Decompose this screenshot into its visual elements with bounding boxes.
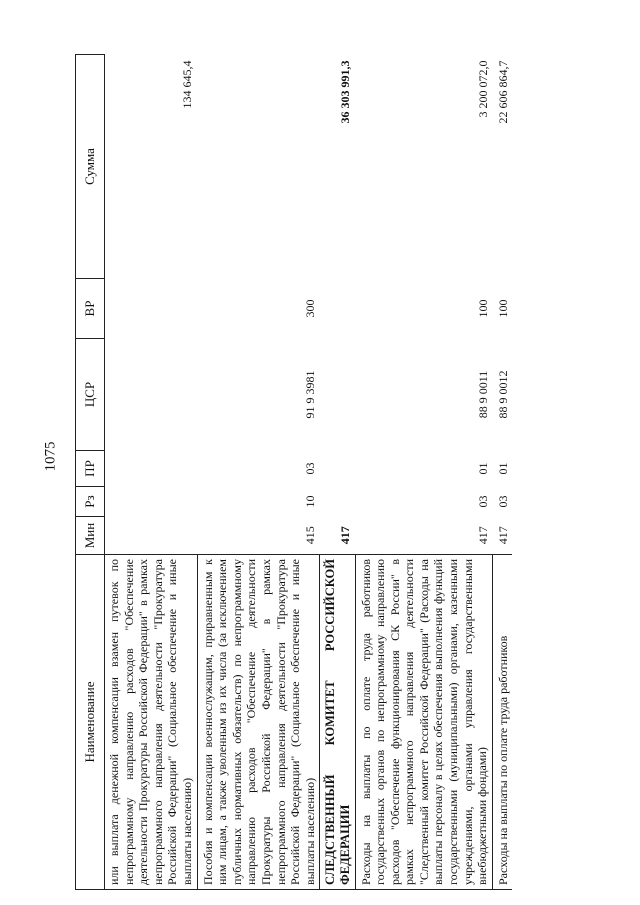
row-vr: 300 <box>303 299 318 318</box>
row-vr <box>105 279 198 339</box>
row-name: или выплата денежной компенсации взамен путевок по непрограммному направлению расходов "Обеспечение деятельности Прокуратуры Российской Федерации" в рамках непрограммного направления деятельности "Прокуратура Российской Федерации" (Социальное обеспечение и иные выплаты населению) <box>105 555 198 890</box>
row-csr: 88 9 0012 <box>495 370 510 419</box>
row-csr <box>320 339 355 451</box>
table-row <box>492 55 512 890</box>
row-min: 415 <box>303 526 318 545</box>
row-pr: 01 <box>475 462 490 475</box>
row-min: 417 <box>475 526 490 545</box>
table-row <box>355 55 492 890</box>
header-rz: Рз <box>76 487 105 517</box>
table-row <box>197 55 320 890</box>
row-name: Пособия и компенсации военнослужащим, приравненным к ним лицам, а также уволенным из их числа (за исключением публичных нормативных обязательств) по непрограммному направлению расходов "Обеспечение деятельности Прокуратуры Российской Федерации" в рамках непрограммного направления деятельности "Прокуратура Российской Федерации" (Социальное обеспечение и иные выплаты населению) <box>197 555 320 890</box>
row-min <box>105 517 198 555</box>
row-name: Расходы на выплаты по оплате труда работников государственных органов по непрограммному направлению расходов "Обеспечение функционирования СК России" в рамках непрограммного направления деятельности "Следственный комитет Российской Федерации" (Расходы на выплаты персоналу в целях обеспечения выполнения функций государственными (муниципальными) органами, казенными учреждениями, органами управления государственными внебюджетными фондами) <box>355 555 492 890</box>
row-name: СЛЕДСТВЕННЫЙ КОМИТЕТ РОССИЙСКОЙ ФЕДЕРАЦИИ <box>320 555 355 890</box>
row-rz <box>320 487 355 517</box>
row-pr <box>320 451 355 487</box>
header-name: Наименование <box>76 555 105 890</box>
row-pr: 03 <box>303 462 318 475</box>
row-rz: 03 <box>495 495 510 508</box>
page-number: 1075 <box>42 441 59 472</box>
header-vr: ВР <box>76 279 105 339</box>
row-pr <box>105 451 198 487</box>
row-sum: 134 645,4 <box>180 60 195 109</box>
header-min: Мин <box>76 517 105 555</box>
budget-table <box>75 54 512 890</box>
row-vr <box>320 279 355 339</box>
row-rz: 03 <box>475 495 490 508</box>
row-min: 417 <box>495 526 510 545</box>
row-sum: 36 303 991,3 <box>338 60 353 124</box>
row-sum <box>197 55 320 279</box>
row-csr <box>105 339 198 451</box>
row-sum: 3 200 072,0 <box>475 60 490 118</box>
row-csr: 88 9 0011 <box>475 370 490 419</box>
table-row <box>105 55 198 890</box>
row-sum: 22 606 864,7 <box>495 60 510 124</box>
table-row <box>320 55 355 890</box>
header-sum: Сумма <box>76 55 105 279</box>
row-pr: 01 <box>495 462 510 475</box>
row-vr: 100 <box>495 299 510 318</box>
row-rz: 10 <box>303 495 318 508</box>
row-vr: 100 <box>475 299 490 318</box>
budget-table-rotated <box>75 55 605 890</box>
row-rz <box>105 487 198 517</box>
row-min: 417 <box>338 526 353 545</box>
header-pr: ПР <box>76 451 105 487</box>
row-name: Расходы на выплаты по оплате труда работников <box>492 555 512 890</box>
row-csr: 91 9 3981 <box>303 370 318 419</box>
table-header-row <box>76 55 105 890</box>
header-csr: ЦСР <box>76 339 105 451</box>
